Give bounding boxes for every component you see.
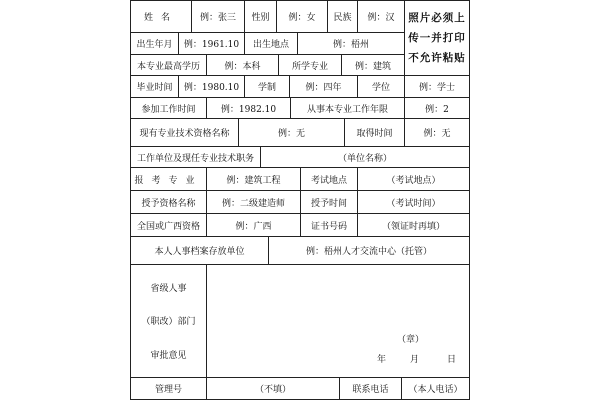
major-value: 例：建筑 — [341, 54, 404, 75]
phone-value: （本人电话） — [401, 377, 470, 400]
obtained-value: 例：无 — [404, 118, 470, 146]
degree-label: 学位 — [357, 75, 404, 97]
cert-value: （领证时再填） — [357, 213, 470, 236]
photo-notice-line-1: 照片必须上 — [408, 12, 466, 24]
work-start-label: 参加工作时间 — [130, 97, 206, 118]
graduation-value: 例：1980.10 — [178, 75, 244, 97]
approval-area — [206, 264, 470, 377]
birth-label: 出生年月 — [130, 32, 178, 54]
date-day: 日 — [447, 355, 457, 365]
cert-label: 证书号码 — [300, 213, 357, 236]
birthplace-label: 出生地点 — [244, 32, 297, 54]
graduation-label: 毕业时间 — [130, 75, 178, 97]
phone-label: 联系电话 — [339, 377, 401, 400]
approval-label-line-1: 省级人事 — [150, 284, 187, 295]
qualification-value: 例：无 — [238, 118, 344, 146]
birthplace-value: 例：梧州 — [297, 32, 404, 54]
qualification-label: 现有专业技术资格名称 — [130, 118, 238, 146]
ethnicity-value: 例：汉 — [357, 0, 404, 32]
mgmt-label: 管理号 — [130, 377, 206, 400]
degree-value: 例：学士 — [404, 75, 470, 97]
exam-major-value: 例：建筑工程 — [206, 167, 300, 190]
exam-major-label: 报考专业 — [130, 167, 206, 190]
education-label: 本专业最高学历 — [130, 54, 206, 75]
approval-label-line-3: 审批意见 — [150, 350, 187, 361]
grant-value: 例：二级建造师 — [206, 190, 300, 213]
ethnicity-label: 民族 — [327, 0, 357, 32]
employer-label: 工作单位及现任专业技术职务 — [130, 146, 260, 167]
education-value: 例：本科 — [206, 54, 278, 75]
seal-text: （章） — [397, 335, 425, 345]
gender-value: 例：女 — [276, 0, 327, 32]
scope-value: 例：广西 — [206, 213, 300, 236]
photo-notice-line-3: 不允许粘贴 — [408, 52, 466, 64]
date-month: 月 — [410, 355, 420, 365]
birth-value: 例：1961.10 — [178, 32, 244, 54]
name-value: 例：张三 — [191, 0, 244, 32]
obtained-label: 取得时间 — [344, 118, 404, 146]
duration-label: 学制 — [244, 75, 289, 97]
date-year: 年 — [377, 355, 387, 365]
years-value: 例：2 — [404, 97, 470, 118]
photo-box — [404, 0, 470, 75]
grant-label: 授予资格名称 — [130, 190, 206, 213]
grant-time-value: （考试时间） — [357, 190, 470, 213]
work-start-value: 例：1982.10 — [206, 97, 290, 118]
approval-label-line-2: （职改）部门 — [141, 317, 196, 328]
archive-label: 本人人事档案存放单位 — [130, 236, 268, 264]
grant-time-label: 授予时间 — [300, 190, 357, 213]
duration-value: 例：四年 — [289, 75, 357, 97]
major-label: 所学专业 — [278, 54, 341, 75]
archive-value: 例：梧州人才交流中心（托管） — [268, 236, 470, 264]
exam-site-value: （考试地点） — [357, 167, 470, 190]
mgmt-value: （不填） — [206, 377, 339, 400]
exam-site-label: 考试地点 — [300, 167, 357, 190]
approval-label-cell — [130, 264, 206, 377]
scope-label: 全国或广西资格 — [130, 213, 206, 236]
years-label: 从事本专业工作年限 — [290, 97, 404, 118]
name-label: 姓名 — [130, 0, 191, 32]
gender-label: 性别 — [244, 0, 276, 32]
photo-notice-line-2: 传一并打印 — [408, 32, 466, 44]
employer-value: （单位名称） — [260, 146, 470, 167]
